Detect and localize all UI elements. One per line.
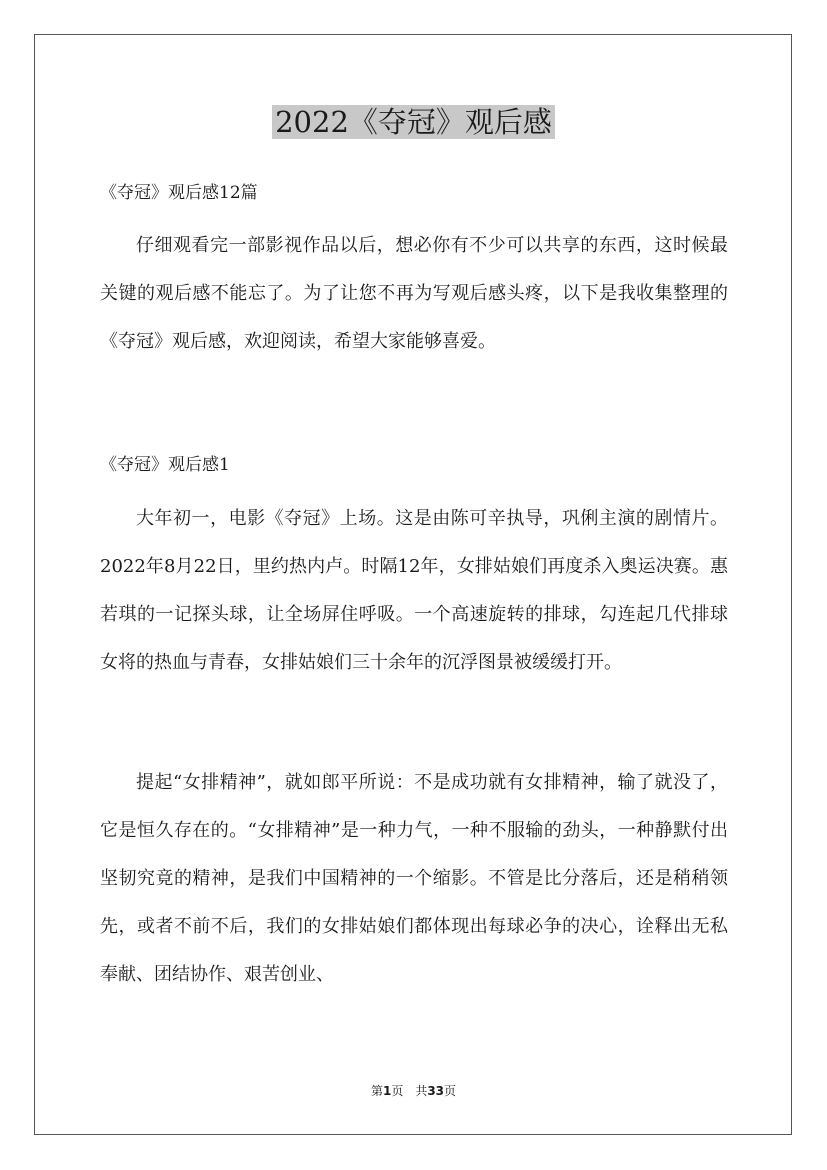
footer-page-mid: 页 共	[391, 1084, 428, 1098]
section-1-paragraph-2: 提起“女排精神”，就如郎平所说：不是成功就有女排精神，输了就没了，它是恒久存在的。“女排精神”是一种力气，一种不服输的劲头，一种静默付出坚韧究竟的精神，是我们中国精神的一个缩影。不管是比分落后，还是稍稍领先，或者不前不后，我们的女排姑娘们都体现出每球必争的决心，诠释出无私奉献、团结协作、艰苦创业、	[100, 772, 728, 985]
footer-page-prefix: 第	[370, 1084, 383, 1098]
heading-main: 《夺冠》观后感12篇	[100, 183, 258, 203]
footer-page-number: 1	[382, 1084, 392, 1098]
footer-page-suffix: 页	[444, 1084, 457, 1098]
page-footer	[0, 1082, 827, 1100]
document-title-text: 2022《夺冠》观后感	[272, 105, 555, 139]
section-1-heading: 《夺冠》观后感1	[100, 455, 230, 475]
footer-page-total: 33	[427, 1084, 445, 1098]
intro-paragraph: 仔细观看完一部影视作品以后，想必你有不少可以共享的东西，这时候最关键的观后感不能忘了。为了让您不再为写观后感头疼，以下是我收集整理的《夺冠》观后感，欢迎阅读，希望大家能够喜爱。	[100, 235, 728, 352]
section-1-paragraph-1: 大年初一，电影《夺冠》上场。这是由陈可辛执导，巩俐主演的剧情片。2022年8月22日，里约热内卢。时隔12年，女排姑娘们再度杀入奥运决赛。惠若琪的一记探头球，让全场屏住呼吸。一个高速旋转的排球，勾连起几代排球女将的热血与青春，女排姑娘们三十余年的沉浮图景被缓缓打开。	[100, 508, 728, 673]
document-title	[0, 100, 827, 144]
